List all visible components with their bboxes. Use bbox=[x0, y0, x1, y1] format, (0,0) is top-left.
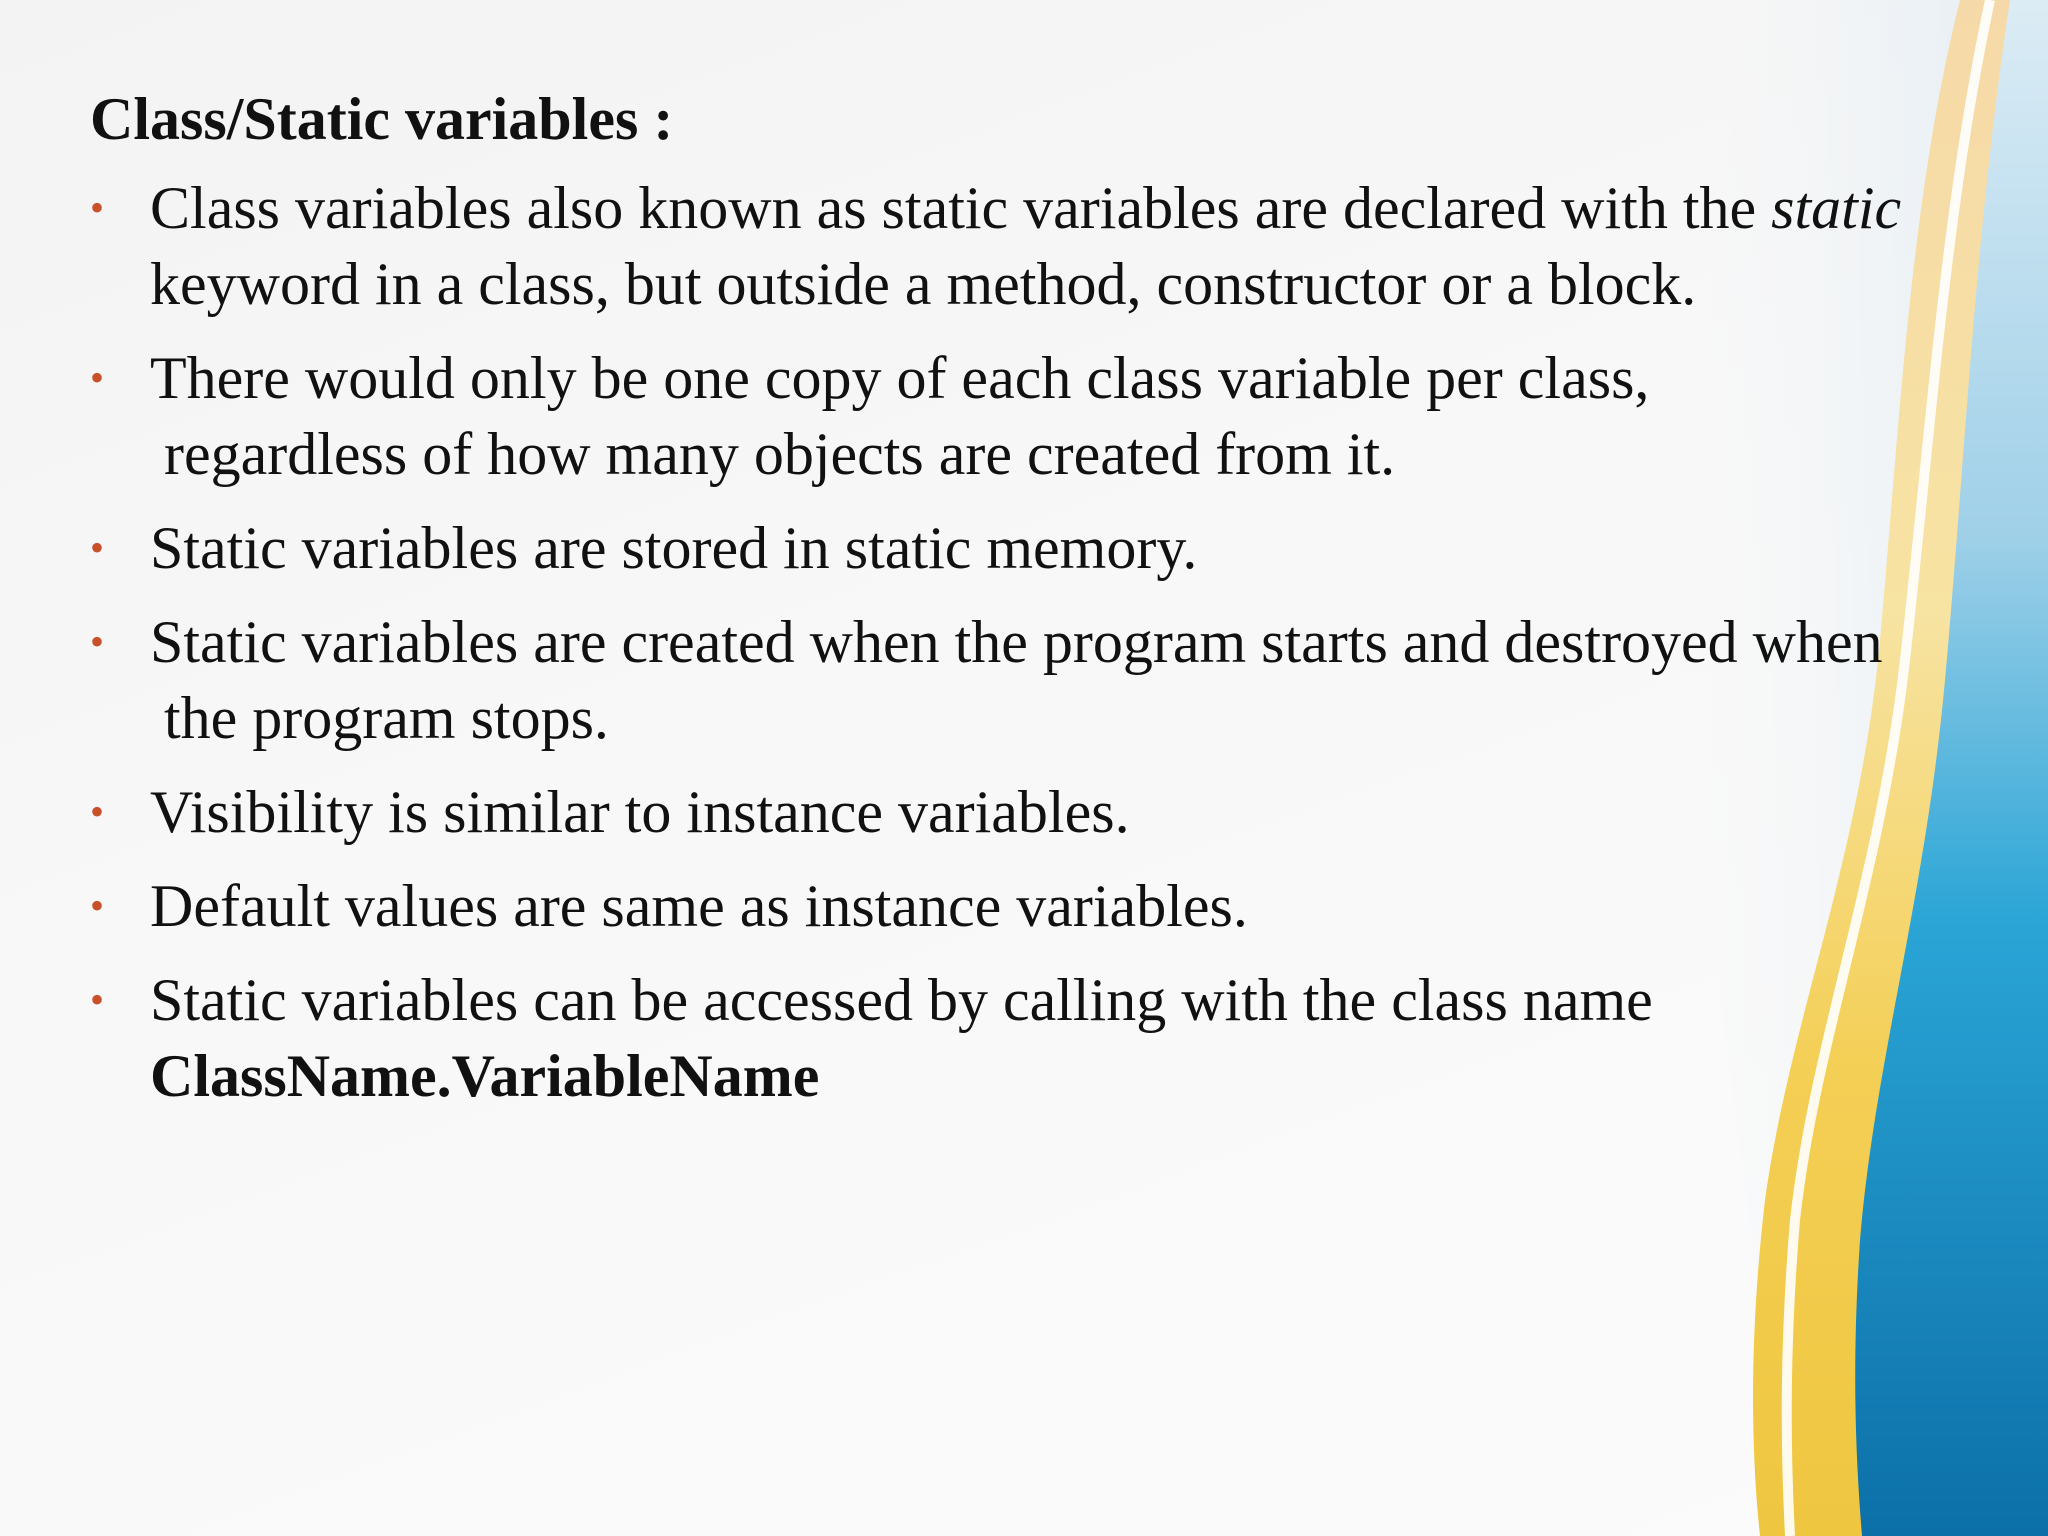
bullet-text-continued: regardless of how many objects are created from it. bbox=[164, 421, 1396, 487]
bullet-item-static-memory bbox=[90, 510, 1990, 586]
bullet-icon: • bbox=[90, 789, 105, 834]
bullet-item-lifetime bbox=[90, 604, 1990, 756]
bullet-item-access bbox=[90, 962, 1990, 1114]
slide-title: Class/Static variables : bbox=[90, 86, 674, 152]
bullet-text-continued: keyword in a class, but outside a method, constructor or a block. bbox=[150, 251, 1697, 317]
bullet-item-one-copy bbox=[90, 340, 1990, 492]
bullet-text: Static variables can be accessed by calling with the class name bbox=[150, 967, 1653, 1033]
bullet-icon: • bbox=[90, 883, 105, 928]
bullet-text: Visibility is similar to instance variables. bbox=[150, 779, 1130, 845]
bullet-icon: • bbox=[90, 977, 105, 1022]
code-classname-variablename: ClassName.VariableName bbox=[150, 1043, 820, 1109]
bullet-text: Static variables are created when the program starts and destroyed when bbox=[150, 609, 1883, 675]
bullet-icon: • bbox=[90, 619, 105, 664]
bullet-text-continued: the program stops. bbox=[164, 685, 609, 751]
bullet-item-visibility bbox=[90, 774, 1990, 850]
italic-keyword: static bbox=[1771, 175, 1902, 241]
bullet-list bbox=[90, 170, 1990, 1132]
bullet-item-static-keyword bbox=[90, 170, 1990, 322]
bullet-text: There would only be one copy of each class variable per class, bbox=[150, 345, 1650, 411]
bullet-icon: • bbox=[90, 355, 105, 400]
bullet-text: Class variables also known as static variables are declared with the bbox=[150, 175, 1772, 241]
bullet-icon: • bbox=[90, 525, 105, 570]
bullet-text: Static variables are stored in static memory. bbox=[150, 515, 1198, 581]
bullet-item-default-values bbox=[90, 868, 1990, 944]
bullet-icon: • bbox=[90, 185, 105, 230]
bullet-text: Default values are same as instance variables. bbox=[150, 873, 1248, 939]
